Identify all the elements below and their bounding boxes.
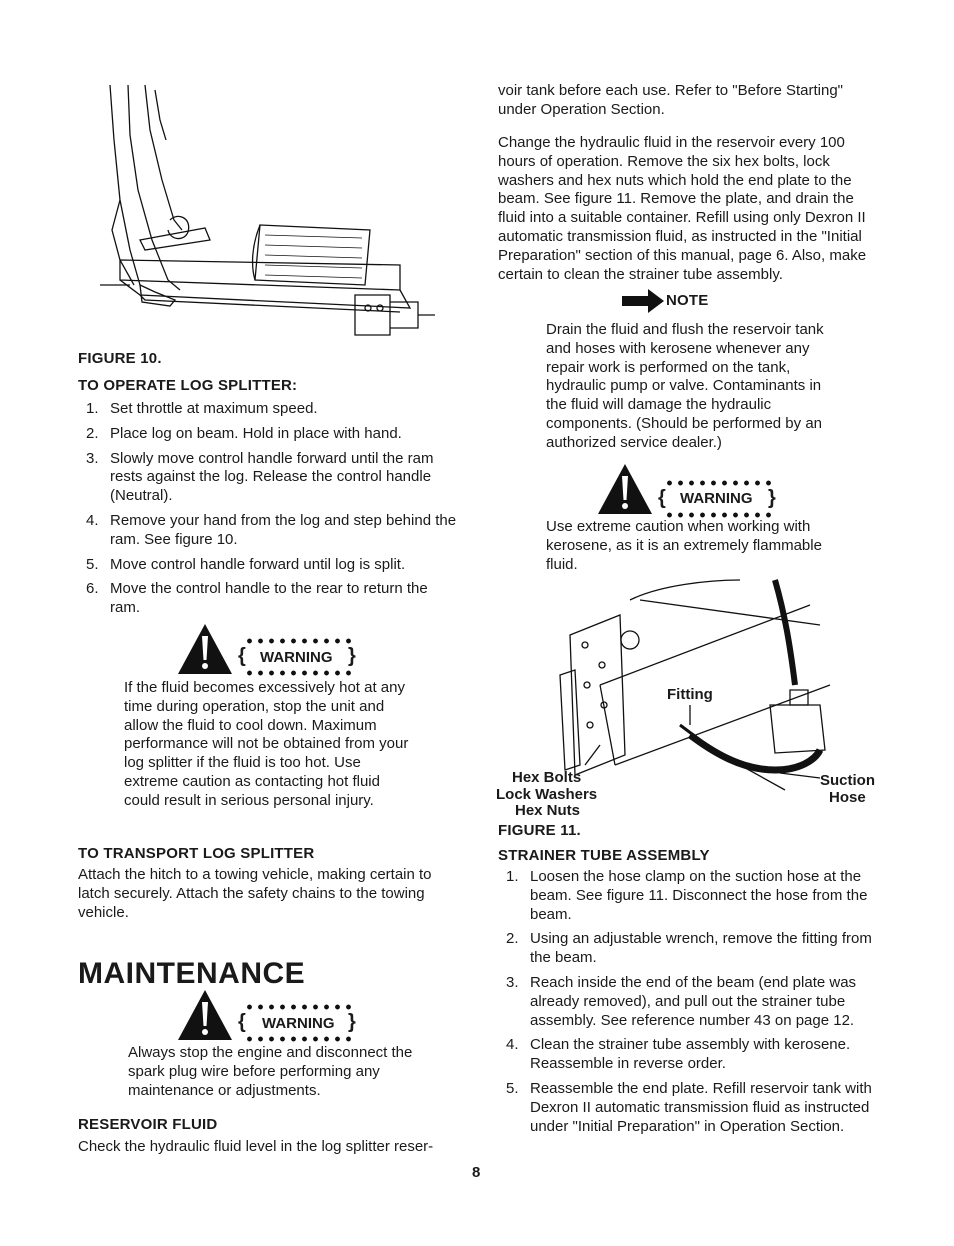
warning-triangle-icon bbox=[176, 622, 234, 676]
note-text: Drain the fluid and flush the reservoir tank and hoses with kerosene whenever any repair work is performed on the tank, hydraulic pump or valve. Contaminants in the fluid will damage the hydraulic components. (Should be performed by an authorized service dealer.) bbox=[546, 321, 824, 451]
page-number: 8 bbox=[472, 1164, 481, 1181]
figure-10-illustration bbox=[100, 80, 440, 345]
warning-text-2: Always stop the engine and disconnect the spark plug wire before performing any maintenance or adjustments. bbox=[128, 1044, 413, 1099]
strainer-heading: STRAINER TUBE ASSEMBLY bbox=[498, 847, 710, 864]
warning-banner-3: { WARNING } bbox=[596, 462, 786, 518]
operate-heading: TO OPERATE LOG SPLITTER: bbox=[78, 377, 298, 394]
warning-triangle-icon bbox=[176, 988, 234, 1042]
reservoir-text-continued: voir tank before each use. Refer to "Before Starting" under Operation Section. bbox=[498, 82, 843, 118]
transport-heading: TO TRANSPORT LOG SPLITTER bbox=[78, 845, 315, 862]
hose-label: Hose bbox=[829, 789, 866, 806]
figure-11-caption: FIGURE 11. bbox=[498, 822, 581, 839]
list-item: 1. Loosen the hose clamp on the suction hose at the beam. See figure 11. Disconnect the hose from the beam. bbox=[506, 868, 868, 923]
list-item: 5. Move control handle forward until log is split. bbox=[86, 555, 406, 573]
figure-10-caption: FIGURE 10. bbox=[78, 350, 162, 367]
warning-banner-1: { WARNING } bbox=[176, 622, 366, 678]
note-label: NOTE bbox=[666, 292, 709, 309]
list-item: 5. Reassemble the end plate. Refill reservoir tank with Dexron II automatic transmission fluid as instructed under "Initial Preparation" in Operation Section. bbox=[506, 1079, 872, 1135]
hex-nuts-label: Hex Nuts bbox=[515, 802, 581, 819]
suction-label: Suction bbox=[820, 772, 875, 789]
list-item: 2. Place log on beam. Hold in place with hand. bbox=[86, 424, 402, 442]
list-item: 2. Using an adjustable wrench, remove the fitting from the beam. bbox=[506, 930, 872, 967]
list-item: 3. Slowly move control handle forward until the ram rests against the log. Release the control handle (Neutral). bbox=[86, 449, 434, 505]
fitting-label: Fitting bbox=[667, 686, 713, 703]
reservoir-heading: RESERVOIR FLUID bbox=[78, 1116, 218, 1133]
change-fluid-text: Change the hydraulic fluid in the reservoir every 100 hours of operation. Remove the six hex bolts, lock washers and hex nuts which hold the end plate to the beam. See figure 11. Remove the plate, and drain the fluid into a suitable container. Refill using only Dexron II automatic transmission fluid, as instructed in the "Initial Preparation" section of this manual, page 6. Also, make certain to clean the strainer tube assembly. bbox=[498, 134, 867, 283]
list-item: 6. Move the control handle to the rear to return the ram. bbox=[86, 580, 428, 617]
operate-steps-list bbox=[80, 400, 460, 624]
warning-label: WARNING bbox=[262, 1015, 335, 1032]
list-item: 4. Remove your hand from the log and step behind the ram. See figure 10. bbox=[86, 511, 457, 548]
maintenance-title: MAINTENANCE bbox=[78, 957, 306, 990]
warning-label: WARNING bbox=[260, 649, 333, 666]
lock-washers-label: Lock Washers bbox=[496, 786, 598, 803]
list-item: 1. Set throttle at maximum speed. bbox=[86, 400, 318, 417]
warning-label: WARNING bbox=[680, 490, 753, 507]
reservoir-text: Check the hydraulic fluid level in the log splitter reser- bbox=[78, 1138, 434, 1155]
warning-banner-2: { WARNING } bbox=[176, 988, 366, 1044]
warning-text-3: Use extreme caution when working with kerosene, as it is an extremely flammable fluid. bbox=[546, 518, 822, 573]
note-banner bbox=[622, 288, 742, 314]
warning-text-1: If the fluid becomes excessively hot at any time during operation, stop the unit and allow the fluid to cool down. Maximum performance will not be obtained from your log splitter if the fluid is too hot. Use extreme caution as contacting hot fluid could result in serious personal injury. bbox=[124, 679, 409, 809]
transport-text: Attach the hitch to a towing vehicle, making certain to latch securely. Attach the safety chains to the towing vehicle. bbox=[78, 866, 432, 921]
warning-triangle-icon bbox=[596, 462, 654, 516]
strainer-steps-list bbox=[500, 868, 880, 1142]
arrow-right-icon bbox=[622, 288, 666, 314]
hex-bolts-label: Hex Bolts bbox=[512, 769, 582, 786]
list-item: 4. Clean the strainer tube assembly with kerosene. Reassemble in reverse order. bbox=[506, 1036, 851, 1073]
list-item: 3. Reach inside the end of the beam (end plate was already removed), and pull out the strainer tube assembly. See reference number 43 on page 12. bbox=[506, 973, 857, 1029]
